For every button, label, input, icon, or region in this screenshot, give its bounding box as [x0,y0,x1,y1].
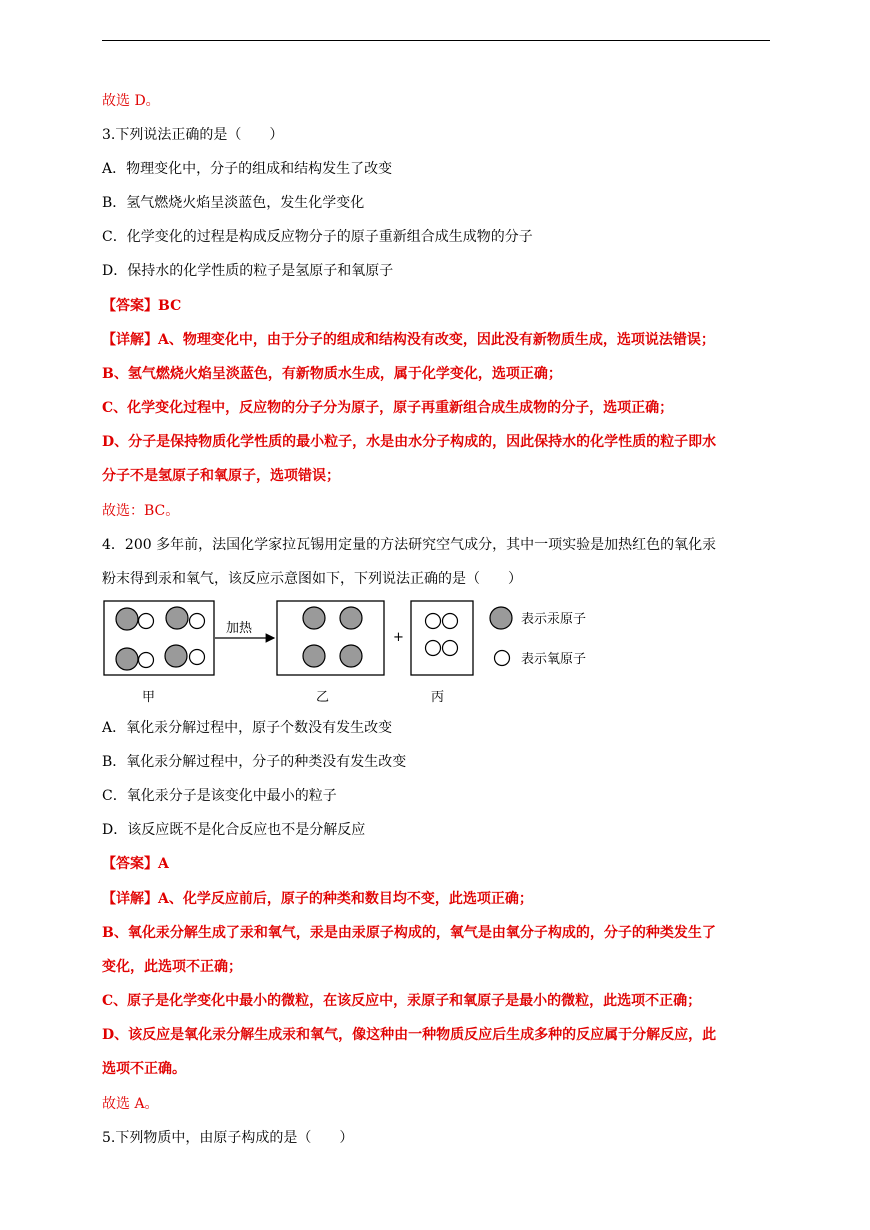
q4-detail-d2: 选项不正确。 [102,1061,186,1077]
q5-stem: 5.下列物质中，由原子构成的是（ ） [102,1130,354,1146]
q3-option-c: C．化学变化的过程是构成反应物分子的原子重新组合成生成物的分子 [102,229,533,245]
q3-detail-d2: 分子不是氢原子和氧原子，选项错误； [102,468,340,484]
oxygen-atom [426,614,441,629]
q4-detail-line [102,889,533,909]
oxygen-atom [443,641,458,656]
label-yi: 乙 [316,690,330,705]
q3-option-a: A．物理变化中，分子的组成和结构发生了改变 [102,161,393,177]
mercury-atom [166,607,188,629]
q3-answer: 【答案】BC [102,298,182,314]
q3-select: 故选：BC。 [102,503,180,519]
q4-stem-line1: 4．200 多年前，法国化学家拉瓦锡用定量的方法研究空气成分，其中一项实验是加热红色的氧化汞 [102,537,717,553]
q4-detail-a: A、化学反应前后，原子的种类和数目均不变，此选项正确； [158,891,533,907]
oxygen-atom [190,614,205,629]
q3-detail-b: B、氢气燃烧火焰呈淡蓝色，有新物质水生成，属于化学变化，选项正确； [102,366,562,382]
q3-detail-a: A、物理变化中，由于分子的组成和结构没有改变，因此没有新物质生成，选项说法错误； [158,332,715,348]
q4-option-b: B．氧化汞分解过程中，分子的种类没有发生改变 [102,754,407,770]
box-bing [411,601,473,675]
q3-detail-c: C、化学变化过程中，反应物的分子分为原子，原子再重新组合成生成物的分子，选项正确； [102,400,674,416]
mercury-atom [116,648,138,670]
legend-oxygen-swatch [495,651,510,666]
q3-option-d: D．保持水的化学性质的粒子是氢原子和氧原子 [102,263,394,279]
oxygen-atom [139,614,154,629]
label-bing: 丙 [431,690,445,705]
legend-mercury-swatch [490,607,512,629]
oxygen-atom [443,614,458,629]
q4-stem-line2: 粉末得到汞和氧气，该反应示意图如下，下列说法正确的是（ ） [102,571,522,587]
q4-detail-c: C、原子是化学变化中最小的微粒，在该反应中，汞原子和氧原子是最小的微粒，此选项不正确； [102,993,702,1009]
prev-select-line: 故选 D。 [102,93,160,109]
mercury-atom [116,608,138,630]
legend-oxygen-label: 表示氧原子 [521,652,587,667]
oxygen-atom [426,641,441,656]
q4-detail-b1: B、氧化汞分解生成了汞和氧气，汞是由汞原子构成的，氧气是由氧分子构成的，分子的种类发生了 [102,925,716,941]
q3-option-b: B．氢气燃烧火焰呈淡蓝色，发生化学变化 [102,195,365,211]
plus-sign: + [393,630,404,645]
q4-detail-d1: D、该反应是氧化汞分解生成汞和氧气，像这种由一种物质反应后生成多种的反应属于分解反应，此 [102,1027,717,1043]
mercury-atom [340,645,362,667]
q3-detail-line [102,330,715,350]
q4-option-a: A．氧化汞分解过程中，原子个数没有发生改变 [102,720,393,736]
q4-detail-b2: 变化，此选项不正确； [102,959,242,975]
q3-detail-d1: D、分子是保持物质化学性质的最小粒子，水是由水分子构成的，因此保持水的化学性质的粒子即水 [102,434,717,450]
q4-answer: 【答案】A [102,856,169,872]
q4-detail-prefix: 【详解】 [102,891,158,907]
oxygen-atom [139,653,154,668]
mercury-atom [165,645,187,667]
q4-option-c: C．氧化汞分子是该变化中最小的粒子 [102,788,337,804]
mercury-atom [303,645,325,667]
oxygen-atom [190,650,205,665]
mercury-atom [303,607,325,629]
q4-option-d: D．该反应既不是化合反应也不是分解反应 [102,822,366,838]
q3-stem: 3.下列说法正确的是（ ） [102,127,284,143]
legend-mercury-label: 表示汞原子 [521,612,587,627]
mercury-atom [340,607,362,629]
arrow-label: 加热 [226,621,253,636]
reaction-diagram [102,597,602,711]
label-jia: 甲 [142,690,156,705]
q3-detail-prefix: 【详解】 [102,332,158,348]
header-rule [102,40,770,41]
q4-select: 故选 A。 [102,1096,159,1112]
box-yi [277,601,384,675]
reaction-diagram-svg [102,597,602,707]
